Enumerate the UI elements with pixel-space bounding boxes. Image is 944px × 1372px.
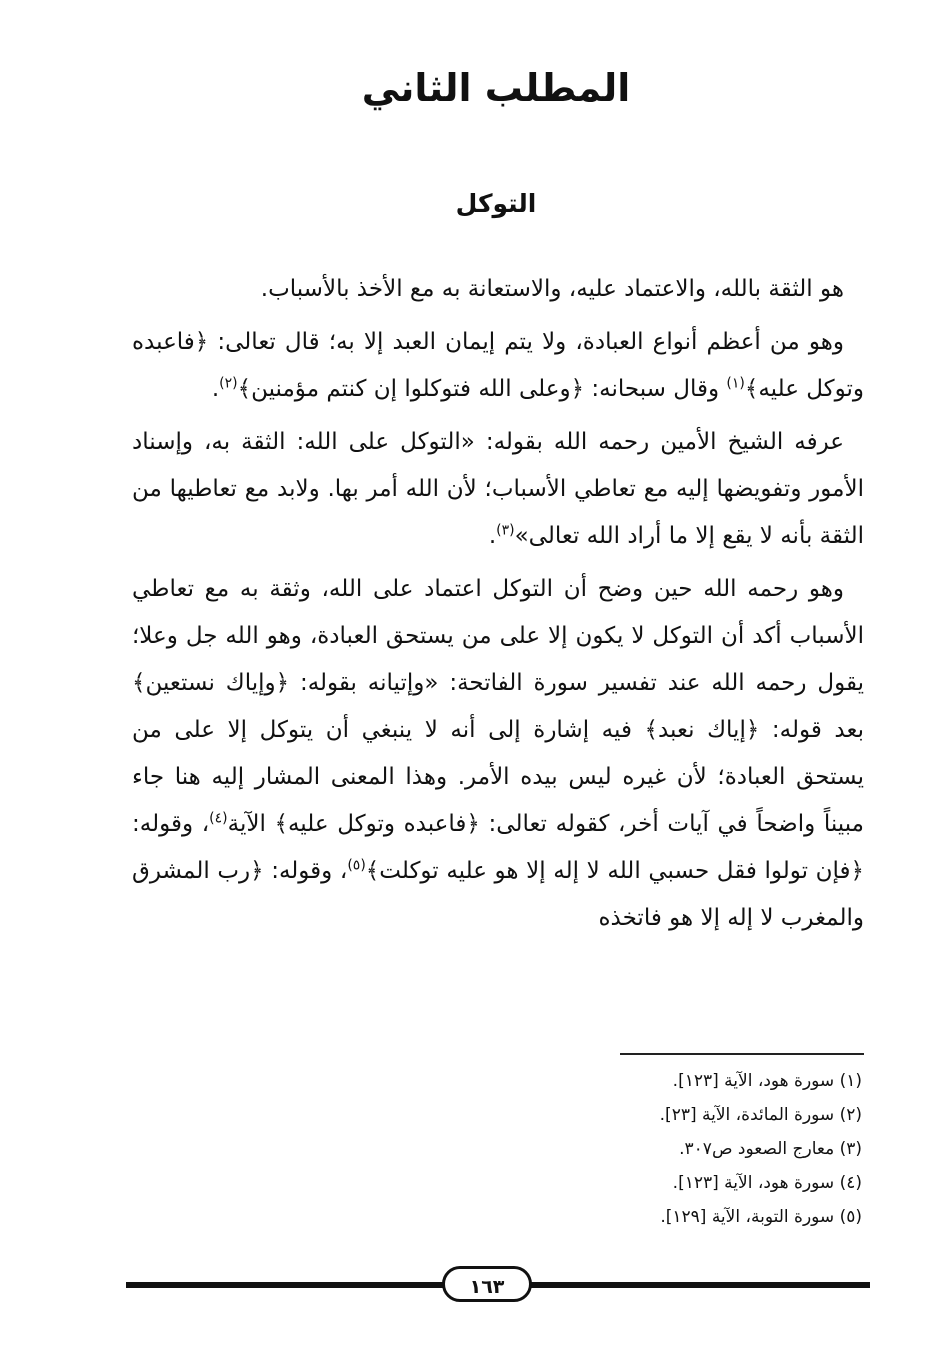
paragraph-text: وهو من أعظم أنواع العبادة، ولا يتم إيمان العبد إلا به؛ قال تعالى: ﴿فاعبده وتوكل عليه﴾ bbox=[132, 329, 864, 402]
footnote-marker: (٥) bbox=[347, 857, 366, 874]
footnote-item: (٥) سورة التوبة، الآية [١٢٩]. bbox=[660, 1207, 862, 1227]
footnote-item: (٢) سورة المائدة، الآية [٢٣]. bbox=[659, 1105, 862, 1125]
footnote-divider bbox=[620, 1053, 864, 1055]
footnote-marker: (٤) bbox=[209, 810, 228, 827]
footnote-marker: (٢) bbox=[219, 375, 238, 392]
section-heading: المطلب الثاني bbox=[361, 66, 631, 110]
footnote-item: (١) سورة هود، الآية [١٢٣]. bbox=[672, 1071, 862, 1091]
paragraph-p4 bbox=[132, 566, 864, 942]
paragraph-text: . bbox=[488, 523, 497, 549]
paragraph-text: ، وقوله: ﴿فإن تولوا فقل حسبي الله لا إله إلا هو عليه توكلت﴾ bbox=[132, 811, 864, 884]
paragraph-p1 bbox=[132, 266, 864, 313]
topic-subheading: التوكل bbox=[455, 189, 537, 218]
paragraph-text: وقال سبحانه: ﴿وعلى الله فتوكلوا إن كنتم مؤمنين﴾ bbox=[237, 376, 727, 402]
body-text bbox=[132, 266, 864, 948]
footnote-marker: (١) bbox=[726, 375, 745, 392]
footnote-item: (٤) سورة هود، الآية [١٢٣]. bbox=[672, 1173, 862, 1193]
footnote-item: (٣) معارج الصعود ص٣٠٧. bbox=[679, 1139, 862, 1159]
paragraph-text: . bbox=[211, 376, 220, 402]
paragraph-text: هو الثقة بالله، والاعتماد عليه، والاستعانة به مع الأخذ بالأسباب. bbox=[260, 276, 844, 302]
footnotes bbox=[262, 1064, 862, 1234]
paragraph-text: وهو رحمه الله حين وضح أن التوكل اعتماد على الله، وثقة به مع تعاطي الأسباب أكد أن التوكل لا يكون إلا على من يستحق العبادة، وهو الله جل وعلا؛ يقول رحمه الله عند تفسير سورة الفاتحة: «وإتيانه بقوله: ﴿وإياك نستعين﴾ بعد قوله: ﴿إياك نعبد﴾ فيه إشارة إلى أنه لا ينبغي أن يتوكل إلا على من يستحق العبادة؛ لأن غيره ليس بيده الأمر. وهذا المعنى المشار إليه هنا جاء مبيناً واضحاً في آيات أخر، كقوله تعالى: ﴿فاعبده وتوكل عليه﴾ الآية bbox=[132, 576, 864, 837]
paragraph-p2 bbox=[132, 319, 864, 413]
footnote-marker: (٣) bbox=[496, 522, 515, 539]
paragraph-text: ، وقوله: ﴿رب المشرق والمغرب لا إله إلا هو فاتخذه bbox=[132, 858, 864, 931]
paragraph-text: عرفه الشيخ الأمين رحمه الله بقوله: «التوكل على الله: الثقة به، وإسناد الأمور وتفويضها إليه مع تعاطي الأسباب؛ لأن الله أمر بها. ولابد مع تعاطيها من الثقة بأنه لا يقع إلا ما أراد الله تعالى» bbox=[132, 429, 864, 549]
paragraph-p3 bbox=[132, 419, 864, 560]
page-number: ١٦٣ bbox=[442, 1266, 532, 1302]
